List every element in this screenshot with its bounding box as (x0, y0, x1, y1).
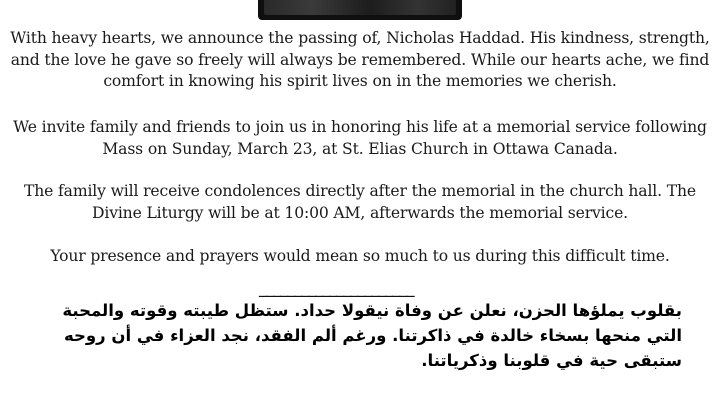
announcement-paragraph-condolences: The family will receive condolences directly after the memorial in the church hall. The Divine Liturgy will be at 10:00 AM, afterwards the memorial service. (24, 182, 696, 222)
memorial-photo (258, 0, 462, 20)
announcement-paragraph-prayers: Your presence and prayers would mean so much to us during this difficult time. (50, 247, 670, 265)
section-divider: ______________________ (259, 278, 413, 298)
memorial-photo-image (264, 0, 456, 15)
announcement-paragraph-invitation: We invite family and friends to join us in honoring his life at a memorial service following Mass on Sunday, March 23, at St. Elias Church in Ottawa Canada. (13, 118, 707, 158)
arabic-announcement-text: بقلوب يملؤها الحزن، نعلن عن وفاة نيقولا حداد. ستظل طيبته وقوته والمحبة التي منحها بسخاء خالدة في ذاكرتنا. ورغم ألم الفقد، نجد العزاء في أن روحه ستبقى حية في قلوبنا وذكرياتنا. (62, 301, 682, 370)
announcement-paragraph-passing: With heavy hearts, we announce the passing of, Nicholas Haddad. His kindness, strength, and the love he gave so freely will always be remembered. While our hearts ache, we find comfort in knowing his spirit lives on in the memories we cherish. (10, 29, 710, 90)
